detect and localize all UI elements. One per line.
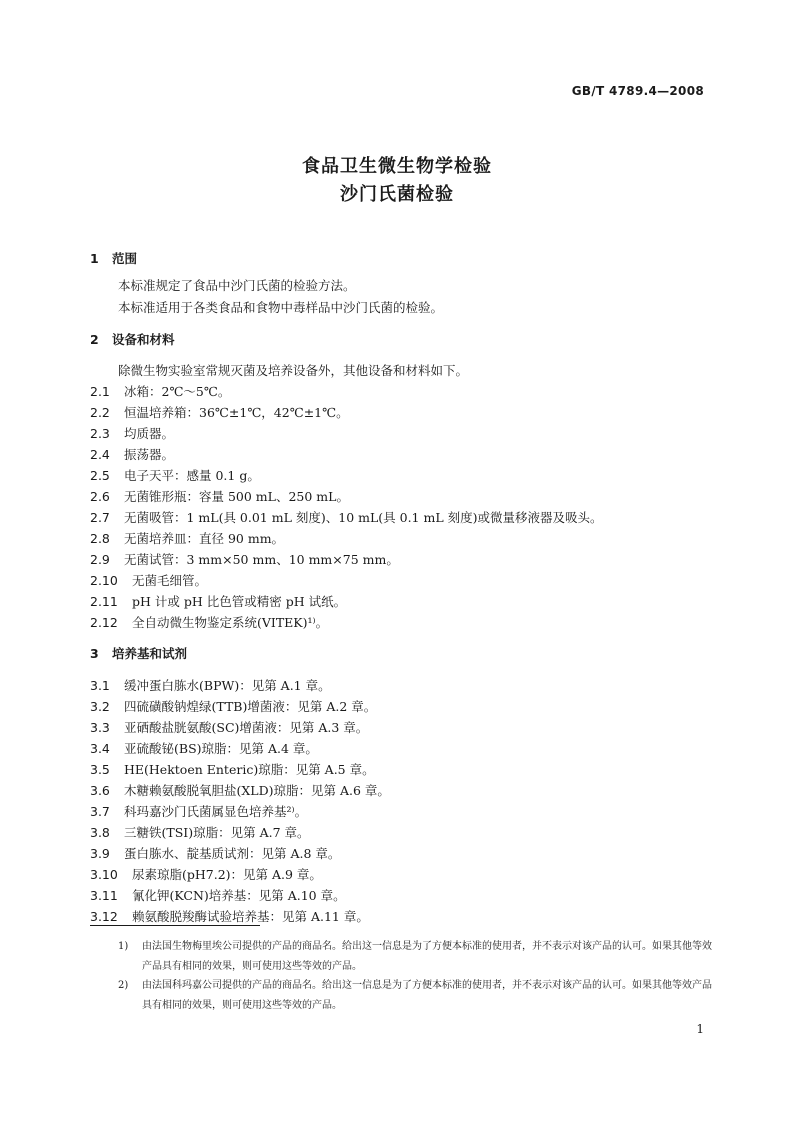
section-heading xyxy=(90,644,187,662)
item-text: pH 计或 pH 比色管或精密 pH 试纸。 xyxy=(132,594,347,609)
item-text: 恒温培养箱：36℃±1℃，42℃±1℃。 xyxy=(124,405,349,420)
item-text: 亚硫酸铋(BS)琼脂：见第 A.4 章。 xyxy=(124,741,318,756)
item-number: 2.2 xyxy=(90,405,110,420)
footnote xyxy=(118,937,718,977)
item-number: 2.5 xyxy=(90,468,110,483)
item-text: 无菌锥形瓶：容量 500 mL、250 mL。 xyxy=(124,489,349,504)
item-text: 无菌毛细管。 xyxy=(132,573,208,588)
item-text: 冰箱：2℃～5℃。 xyxy=(124,384,231,399)
item-number: 3.6 xyxy=(90,783,110,798)
section-heading xyxy=(90,330,175,348)
standard-code: GB/T 4789.4—2008 xyxy=(571,84,704,98)
list-item xyxy=(90,550,399,568)
item-number: 2.4 xyxy=(90,447,110,462)
list-item xyxy=(90,676,331,694)
item-text: 全自动微生物鉴定系统(VITEK)¹⁾。 xyxy=(132,615,329,630)
item-text: HE(Hektoen Enteric)琼脂：见第 A.5 章。 xyxy=(124,762,375,777)
list-item xyxy=(90,613,328,631)
footnote-text: 由法国生物梅里埃公司提供的产品的商品名。给出这一信息是为了方便本标准的使用者，并不表示对该产品的认可。如果其他等效产品具有相同的效果，则可使用这些等效的产品。 xyxy=(142,941,712,972)
item-number: 3.8 xyxy=(90,825,110,840)
paragraph: 本标准适用于各类食品和食物中毒样品中沙门氏菌的检验。 xyxy=(118,300,444,315)
paragraph: 本标准规定了食品中沙门氏菌的检验方法。 xyxy=(118,278,356,293)
section-title: 范围 xyxy=(112,251,138,266)
page-number: 1 xyxy=(696,1022,704,1036)
list-item xyxy=(90,739,318,757)
section-title: 设备和材料 xyxy=(112,332,175,347)
item-number: 3.7 xyxy=(90,804,110,819)
item-text: 科玛嘉沙门氏菌属显色培养基²⁾。 xyxy=(124,804,308,819)
item-number: 2.1 xyxy=(90,384,110,399)
list-item xyxy=(90,886,346,904)
item-number: 3.5 xyxy=(90,762,110,777)
paragraph: 除微生物实验室常规灭菌及培养设备外，其他设备和材料如下。 xyxy=(118,363,469,378)
footnote xyxy=(118,976,718,1016)
list-item xyxy=(90,571,207,589)
list-item xyxy=(90,445,174,463)
document-subtitle: 沙门氏菌检验 xyxy=(340,184,454,205)
item-number: 3.9 xyxy=(90,846,110,861)
footnote-number: 2) xyxy=(118,980,129,991)
list-item xyxy=(90,403,349,421)
item-text: 四硫磺酸钠煌绿(TTB)增菌液：见第 A.2 章。 xyxy=(124,699,377,714)
item-number: 2.3 xyxy=(90,426,110,441)
item-number: 3.1 xyxy=(90,678,110,693)
item-text: 木糖赖氨酸脱氧胆盐(XLD)琼脂：见第 A.6 章。 xyxy=(124,783,390,798)
item-text: 无菌吸管：1 mL(具 0.01 mL 刻度)、10 mL(具 0.1 mL 刻度)或微量移液器及吸头。 xyxy=(124,510,603,525)
item-number: 3.11 xyxy=(90,888,118,903)
item-number: 2.11 xyxy=(90,594,118,609)
footnote-text: 由法国科玛嘉公司提供的产品的商品名。给出这一信息是为了方便本标准的使用者，并不表示对该产品的认可。如果其他等效产品具有相同的效果，则可使用这些等效的产品。 xyxy=(142,980,712,1011)
item-text: 赖氨酸脱羧酶试验培养基：见第 A.11 章。 xyxy=(132,909,369,924)
list-item xyxy=(90,592,346,610)
item-text: 均质器。 xyxy=(124,426,175,441)
item-number: 2.8 xyxy=(90,531,110,546)
item-number: 3.10 xyxy=(90,867,118,882)
list-item xyxy=(90,823,310,841)
section-number: 2 xyxy=(90,332,99,347)
section-number: 1 xyxy=(90,251,99,266)
document-title: 食品卫生微生物学检验 xyxy=(302,156,492,177)
list-item xyxy=(90,844,340,862)
item-text: 无菌培养皿：直径 90 mm。 xyxy=(124,531,285,546)
item-number: 3.12 xyxy=(90,909,118,924)
list-item xyxy=(90,529,284,547)
item-text: 尿素琼脂(pH7.2)：见第 A.9 章。 xyxy=(132,867,322,882)
list-item xyxy=(90,781,390,799)
item-number: 3.4 xyxy=(90,741,110,756)
list-item xyxy=(90,865,322,883)
item-text: 氰化钾(KCN)培养基：见第 A.10 章。 xyxy=(132,888,346,903)
item-number: 2.9 xyxy=(90,552,110,567)
item-text: 振荡器。 xyxy=(124,447,175,462)
item-text: 电子天平：感量 0.1 g。 xyxy=(124,468,260,483)
item-number: 2.10 xyxy=(90,573,118,588)
item-text: 缓冲蛋白胨水(BPW)：见第 A.1 章。 xyxy=(124,678,331,693)
list-item xyxy=(90,907,369,925)
list-item xyxy=(90,382,230,400)
list-item xyxy=(90,760,375,778)
list-item xyxy=(90,487,349,505)
section-title: 培养基和试剂 xyxy=(112,646,188,661)
list-item xyxy=(90,718,368,736)
footnote-number: 1) xyxy=(118,941,129,952)
item-number: 2.7 xyxy=(90,510,110,525)
list-item xyxy=(90,466,260,484)
item-number: 2.12 xyxy=(90,615,118,630)
list-item xyxy=(90,802,307,820)
item-number: 3.3 xyxy=(90,720,110,735)
list-item xyxy=(90,697,376,715)
item-text: 亚硒酸盐胱氨酸(SC)增菌液：见第 A.3 章。 xyxy=(124,720,369,735)
item-text: 无菌试管：3 mm×50 mm、10 mm×75 mm。 xyxy=(124,552,399,567)
item-text: 三糖铁(TSI)琼脂：见第 A.7 章。 xyxy=(124,825,310,840)
section-heading xyxy=(90,249,137,267)
section-number: 3 xyxy=(90,646,99,661)
item-number: 3.2 xyxy=(90,699,110,714)
list-item xyxy=(90,424,174,442)
list-item xyxy=(90,508,602,526)
item-text: 蛋白胨水、靛基质试剂：见第 A.8 章。 xyxy=(124,846,341,861)
footnote-divider xyxy=(90,925,260,926)
item-number: 2.6 xyxy=(90,489,110,504)
